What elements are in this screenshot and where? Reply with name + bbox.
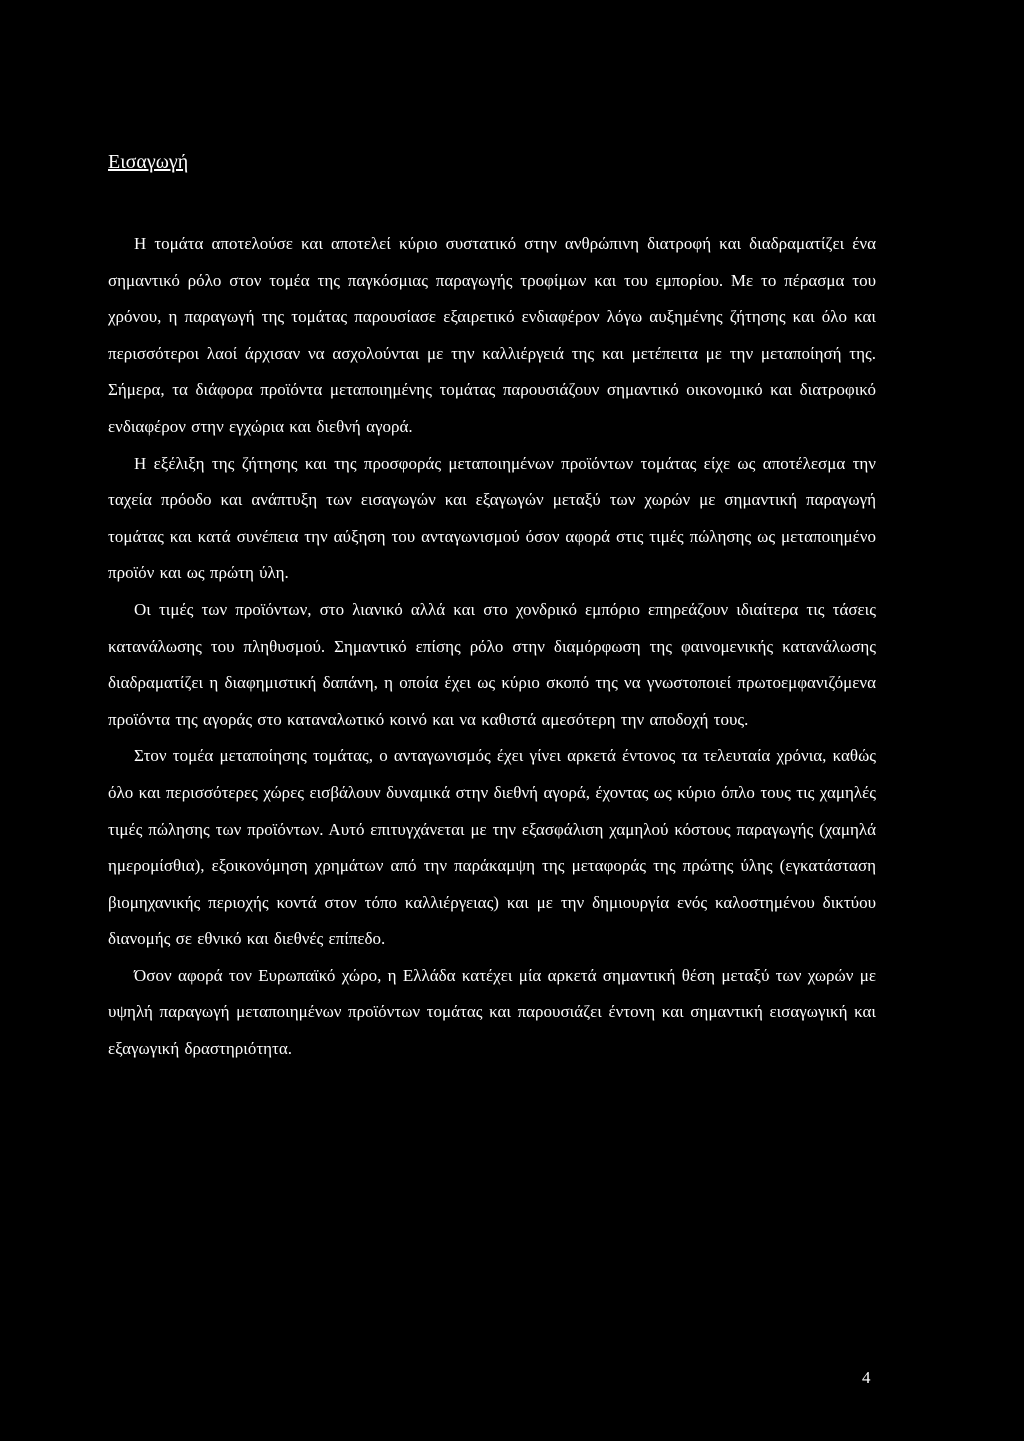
- section-heading: Εισαγωγή: [108, 151, 189, 173]
- document-page: [108, 150, 876, 1068]
- paragraph-5: Όσον αφορά τον Ευρωπαϊκό χώρο, η Ελλάδα κατέχει μία αρκετά σημαντική θέση μεταξύ των χωρών με υψηλή παραγωγή μεταποιημένων προϊόντων τομάτας και παρουσιάζει έντονη και σημαντική εισαγωγική και εξαγωγική δραστηριότητα.: [108, 965, 876, 1059]
- paragraph-1: Η τομάτα αποτελούσε και αποτελεί κύριο συστατικό στην ανθρώπινη διατροφή και διαδραματίζει ένα σημαντικό ρόλο στον τομέα της παγκόσμιας παραγωγής τροφίμων και του εμπορίου. Με το πέρασμα του χρόνου, η παραγωγή της τομάτας παρουσίασε εξαιρετικό ενδιαφέρον λόγω αυξημένης ζήτησης και όλο και περισσότεροι λαοί άρχισαν να ασχολούνται με την καλλιέργειά της και μετέπειτα με την μεταποίησή της. Σήμερα, τα διάφορα προϊόντα μεταποιημένης τομάτας παρουσιάζουν σημαντικό οικονομικό και διατροφικό ενδιαφέρον στην εγχώρια και διεθνή αγορά.: [108, 234, 876, 436]
- paragraph-3: Οι τιμές των προϊόντων, στο λιανικό αλλά και στο χονδρικό εμπόριο επηρεάζουν ιδιαίτερα τις τάσεις κατανάλωσης του πληθυσμού. Σημαντικό επίσης ρόλο στην διαμόρφωση της φαινομενικής κατανάλωσης διαδραματίζει η διαφημιστική δαπάνη, η οποία έχει ως κύριο σκοπό της να γνωστοποιεί πρωτοεμφανιζόμενα προϊόντα της αγοράς στο καταναλωτικό κοινό και να καθιστά αμεσότερη την αποδοχή τους.: [108, 599, 876, 729]
- paragraph-4: Στον τομέα μεταποίησης τομάτας, ο ανταγωνισμός έχει γίνει αρκετά έντονος τα τελευταία χρόνια, καθώς όλο και περισσότερες χώρες εισβάλουν δυναμικά στην διεθνή αγορά, έχοντας ως κύριο όπλο τους τις χαμηλές τιμές πώλησης των προϊόντων. Αυτό επιτυγχάνεται με την εξασφάλιση χαμηλού κόστους παραγωγής (χαμηλά ημερομίσθια), εξοικονόμηση χρημάτων από την παράκαμψη της μεταφοράς της πρώτης ύλης (εγκατάσταση βιομηχανικής περιοχής κοντά στον τόπο καλλιέργειας) και με την δημιουργία ενός καλοστημένου δικτύου διανομής σε εθνικό και διεθνές επίπεδο.: [108, 746, 876, 949]
- paragraph-2: Η εξέλιξη της ζήτησης και της προσφοράς μεταποιημένων προϊόντων τομάτας είχε ως αποτέλεσμα την ταχεία πρόοδο και ανάπτυξη των εισαγωγών και εξαγωγών μεταξύ των χωρών με σημαντική παραγωγή τομάτας και κατά συνέπεια την αύξηση του ανταγωνισμού όσον αφορά στις τιμές πώλησης ως μεταποιημένο προϊόν και ως πρώτη ύλη.: [108, 453, 876, 583]
- page-number: 4: [862, 1368, 871, 1387]
